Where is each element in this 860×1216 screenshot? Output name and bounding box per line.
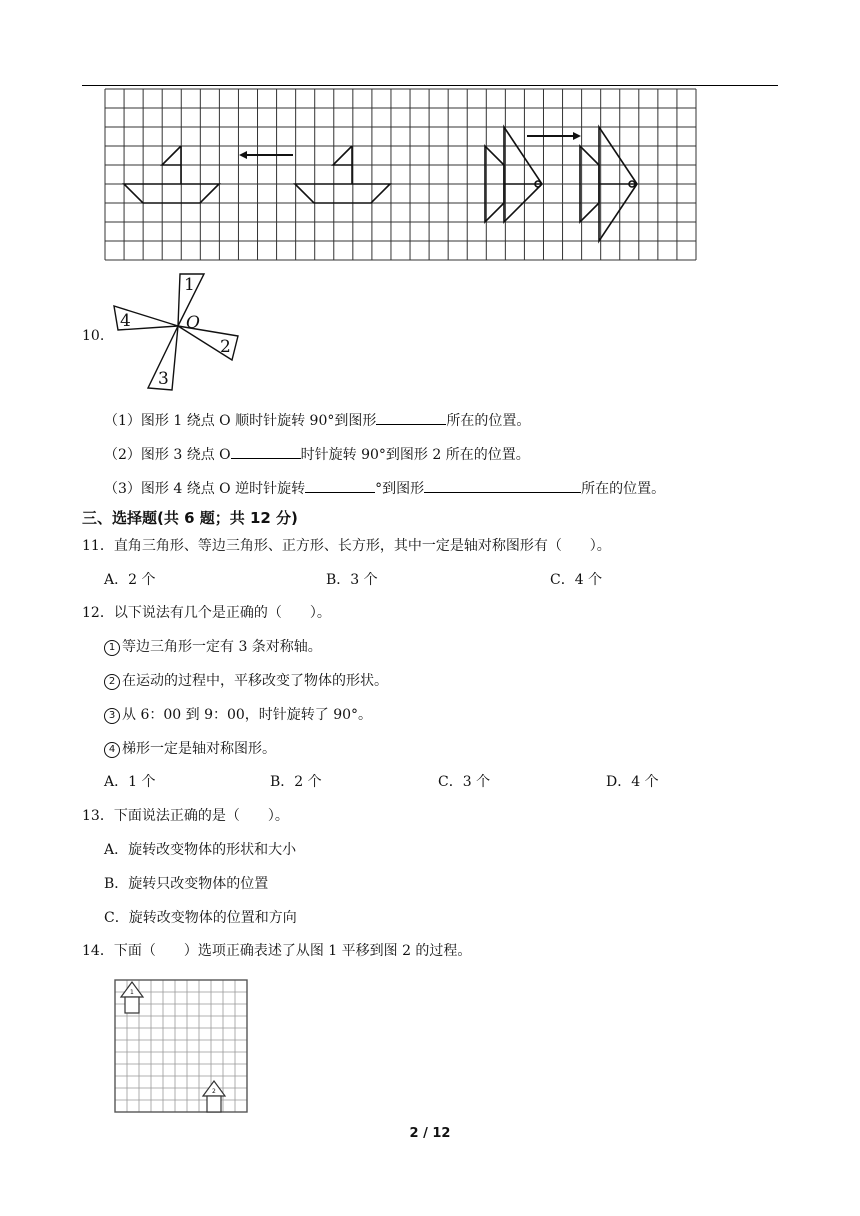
- q12-statement-1: 1 等边三角形一定有 3 条对称轴。: [104, 636, 322, 656]
- answer-blank-2[interactable]: [231, 444, 301, 459]
- question-11-stem: 11．直角三角形、等边三角形、正方形、长方形，其中一定是轴对称图形有（ ）。: [82, 538, 611, 554]
- grid-figure-translation: [105, 89, 698, 261]
- section-3-title: 三、选择题(共 6 题；共 12 分): [82, 509, 298, 527]
- q12-statement-4: 4 梯形一定是轴对称图形。: [104, 738, 276, 758]
- question-12-stem: 12．以下说法有几个是正确的（ ）。: [82, 605, 331, 621]
- figure-label-3: 3: [158, 369, 169, 389]
- q12-option-b[interactable]: B．2 个: [270, 774, 322, 790]
- house-label-2: 2: [212, 1088, 216, 1095]
- rotation-figure: [108, 268, 248, 396]
- q12-statement-3: 3 从 6：00 到 9：00，时针旋转了 90°。: [104, 704, 372, 724]
- q12-option-c[interactable]: C．3 个: [438, 774, 491, 790]
- q12-statement-2: 2 在运动的过程中，平移改变了物体的形状。: [104, 670, 388, 690]
- q12-option-d[interactable]: D．4 个: [606, 774, 659, 790]
- question-10-sub3: （3）图形 4 绕点 O 逆时针旋转 °到图形 所在的位置。: [104, 478, 665, 498]
- figure-label-o: O: [186, 313, 200, 333]
- left-arrow-icon: [239, 151, 293, 159]
- answer-blank-4[interactable]: [424, 478, 581, 493]
- q13-option-c[interactable]: C．旋转改变物体的位置和方向: [104, 910, 297, 926]
- house-label-1: 1: [130, 989, 134, 996]
- boat-shape-left: [124, 146, 219, 203]
- figure-label-2: 2: [220, 337, 231, 357]
- figure-label-1: 1: [184, 275, 195, 295]
- question-14-stem: 14．下面（ ）选项正确表述了从图 1 平移到图 2 的过程。: [82, 943, 472, 959]
- question-10-sub2: （2）图形 3 绕点 O 时针旋转 90°到图形 2 所在的位置。: [104, 444, 530, 464]
- house-translation-grid: [115, 980, 249, 1114]
- answer-blank-1[interactable]: [376, 410, 446, 425]
- q13-option-b[interactable]: B．旋转只改变物体的位置: [104, 876, 269, 892]
- page-number: 2 / 12: [409, 1126, 451, 1141]
- question-13-stem: 13．下面说法正确的是（ ）。: [82, 808, 289, 824]
- q11-option-a[interactable]: A．2 个: [104, 572, 156, 588]
- figure-label-4: 4: [120, 311, 131, 331]
- header-rule: [82, 85, 778, 86]
- q12-option-a[interactable]: A．1 个: [104, 774, 156, 790]
- question-10-sub1: （1）图形 1 绕点 O 顺时针旋转 90°到图形 所在的位置。: [104, 410, 530, 430]
- boat-shape-middle: [295, 146, 390, 203]
- question-10-number: 10.: [82, 328, 105, 344]
- q11-option-c[interactable]: C．4 个: [550, 572, 603, 588]
- house-shape-2: [203, 1081, 225, 1112]
- q11-option-b[interactable]: B．3 个: [326, 572, 378, 588]
- right-arrow-icon: [527, 132, 581, 140]
- q13-option-a[interactable]: A．旋转改变物体的形状和大小: [104, 842, 297, 858]
- flag-shape-left: [485, 127, 542, 222]
- house-shape-1: [121, 982, 143, 1013]
- answer-blank-3[interactable]: [305, 478, 375, 493]
